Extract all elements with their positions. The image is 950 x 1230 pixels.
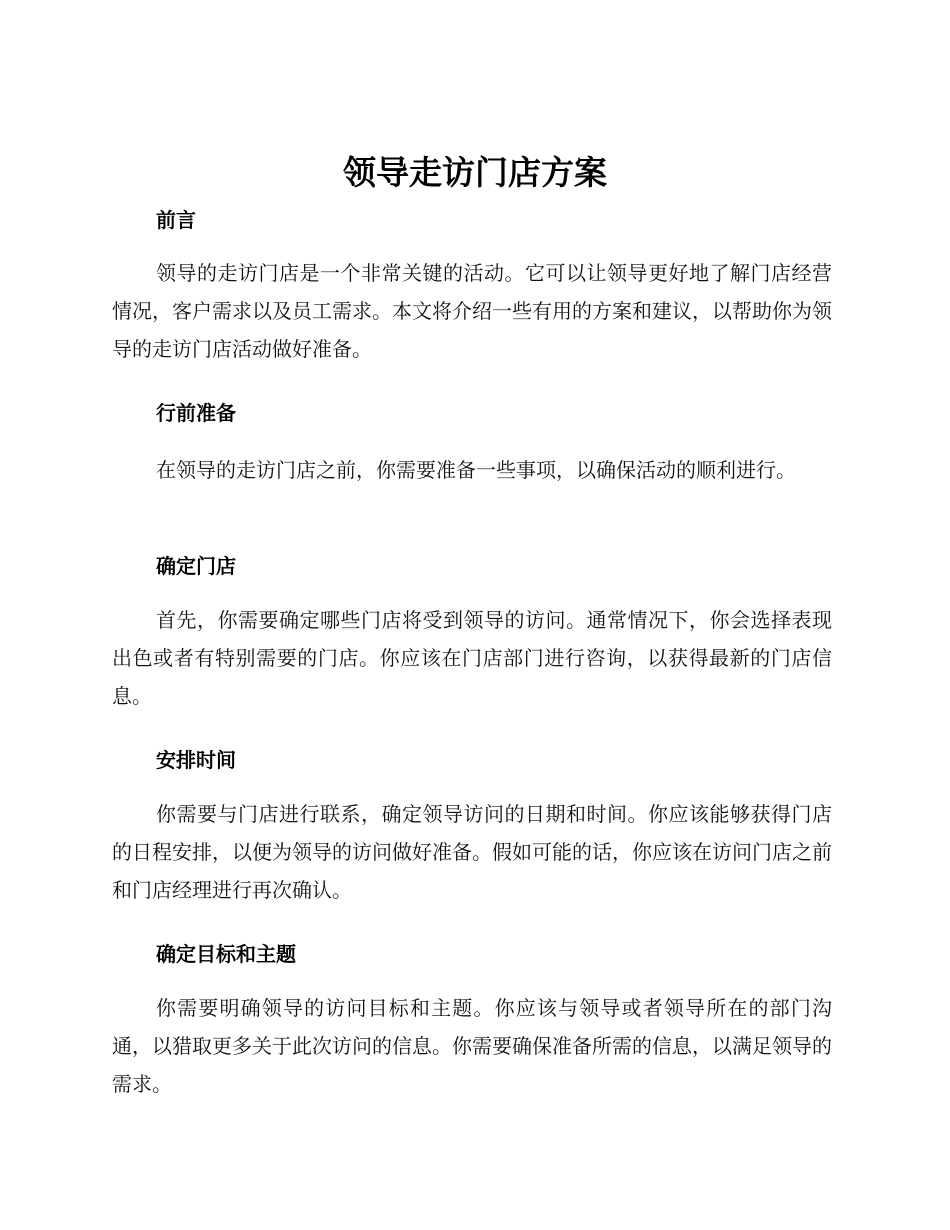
section-heading-select-store: 确定门店 bbox=[156, 554, 236, 578]
document-title: 领导走访门店方案 bbox=[343, 153, 607, 192]
section-paragraph-select-store: 首先，你需要确定哪些门店将受到领导的访问。通常情况下，你会选择表现出色或者有特别需要的门店。你应该在门店部门进行咨询，以获得最新的门店信息。 bbox=[112, 608, 832, 708]
section-heading-goals: 确定目标和主题 bbox=[156, 942, 296, 966]
section-paragraph-preface: 领导的走访门店是一个非常关键的活动。它可以让领导更好地了解门店经营情况，客户需求以及员工需求。本文将介绍一些有用的方案和建议，以帮助你为领导的走访门店活动做好准备。 bbox=[112, 261, 832, 361]
section-paragraph-schedule: 你需要与门店进行联系，确定领导访问的日期和时间。你应该能够获得门店的日程安排，以便为领导的访问做好准备。假如可能的话，你应该在访问门店之前和门店经理进行再次确认。 bbox=[112, 802, 832, 902]
section-heading-schedule: 安排时间 bbox=[156, 748, 236, 772]
section-paragraph-preparation: 在领导的走访门店之前，你需要准备一些事项，以确保活动的顺利进行。 bbox=[156, 458, 796, 482]
section-heading-preface: 前言 bbox=[156, 208, 196, 232]
section-paragraph-goals: 你需要明确领导的访问目标和主题。你应该与领导或者领导所在的部门沟通，以猎取更多关于此次访问的信息。你需要确保准备所需的信息，以满足领导的需求。 bbox=[112, 996, 832, 1096]
section-heading-preparation: 行前准备 bbox=[156, 401, 236, 425]
